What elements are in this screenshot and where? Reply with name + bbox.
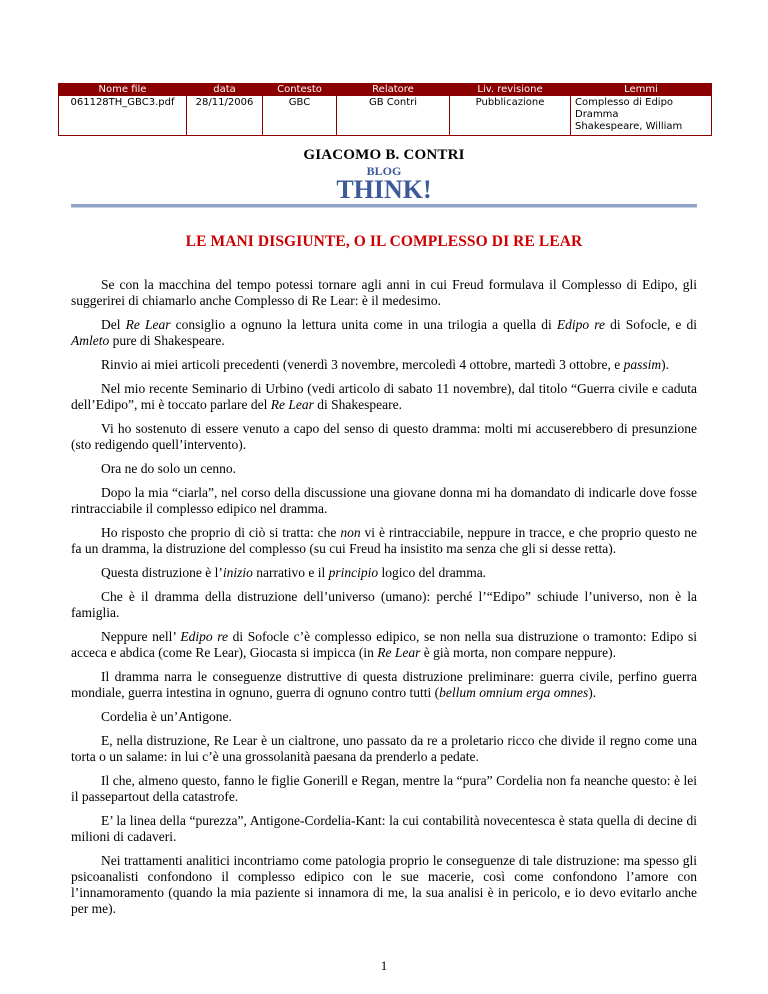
value-speaker: GB Contri	[337, 96, 450, 136]
page-number: 1	[380, 958, 388, 973]
article-paragraph: Ora ne do solo un cenno.	[101, 461, 236, 476]
article-paragraph: Il dramma narra le conseguenze distruttive di questa distruzione preliminare: guerra civile, perfino guerra mondiale, guerra intestina in ognuno, guerra di ognuno contro tutti (bellum omnium erga omnes).	[71, 669, 697, 700]
metadata-table	[58, 83, 712, 136]
article-title: LE MANI DISGIUNTE, O IL COMPLESSO DI RE LEAR	[185, 233, 583, 250]
article-paragraph: Del Re Lear consiglio a ognuno la lettura unita come in una trilogia a quella di Edipo re di Sofocle, e di Amleto pure di Shakespeare.	[71, 317, 698, 348]
article-paragraph: Nel mio recente Seminario di Urbino (vedi articolo di sabato 11 novembre), dal titolo “Guerra civile e caduta dell’Edipo”, mi è toccato parlare del Re Lear di Shakespeare.	[71, 381, 697, 412]
article-paragraph: Il che, almeno questo, fanno le figlie Gonerill e Regan, mentre la “pura” Cordelia non fa neanche questo: è lei il passepartout della catastrofe.	[71, 773, 697, 804]
value-lemmi	[571, 96, 712, 136]
article-paragraph: Ho risposto che proprio di ciò si tratta: che non vi è rintracciabile, neppure in tracce, e che proprio questo ne fa un dramma, la distruzione del complesso (su cui Freud ha insistito ma senza che gli si desse retta).	[71, 525, 697, 556]
author-name: GIACOMO B. CONTRI	[303, 147, 465, 163]
article-paragraph: Questa distruzione è l’inizio narrativo e il principio logico del dramma.	[101, 565, 487, 580]
header-relatore: Relatore	[337, 83, 450, 96]
metadata-value-row	[59, 96, 712, 136]
lemma-item: Shakespeare, William	[575, 121, 683, 132]
article-paragraph: Cordelia è un’Antigone.	[101, 709, 232, 724]
header-divider	[71, 204, 697, 208]
header-data: data	[187, 83, 263, 96]
value-context: GBC	[263, 96, 337, 136]
lemma-item: Complesso di Edipo	[575, 97, 674, 108]
value-revision: Pubblicazione	[450, 96, 571, 136]
header-lemmi: Lemmi	[571, 83, 712, 96]
blog-name: THINK!	[336, 175, 432, 204]
header-nome-file: Nome file	[59, 83, 187, 96]
lemma-item: Dramma	[575, 109, 619, 120]
metadata-header-row	[59, 83, 712, 96]
article-paragraph: E, nella distruzione, Re Lear è un cialtrone, uno passato da re a proletario ricco che divide il regno come una torta o un salame: in lui c’è una grossolanità paesana da prenderlo a pedate.	[71, 733, 697, 764]
article-paragraph: Che è il dramma della distruzione dell’universo (umano): perché l’“Edipo” schiude l’universo, non è la famiglia.	[71, 589, 697, 620]
value-file: 061128TH_GBC3.pdf	[59, 96, 187, 136]
article-paragraph: Vi ho sostenuto di essere venuto a capo del senso di questo dramma: molti mi accuserebbero di presunzione (sto redigendo quell’intervento).	[71, 421, 697, 452]
value-date: 28/11/2006	[187, 96, 263, 136]
article-body	[71, 277, 697, 925]
article-paragraph: Neppure nell’ Edipo re di Sofocle c’è complesso edipico, se non nella sua distruzione o tramonto: Edipo si acceca e abdica (come Re Lear), Giocasta si impicca (in Re Lear è già morta, non compare neppure).	[71, 629, 697, 660]
article-paragraph: E’ la linea della “purezza”, Antigone-Cordelia-Kant: la cui contabilità novecentesca è stata quella di decine di milioni di cadaveri.	[71, 813, 697, 844]
blog-label: BLOG	[366, 164, 402, 178]
article-paragraph: Se con la macchina del tempo potessi tornare agli anni in cui Freud formulava il Complesso di Edipo, gli suggerirei di chiamarlo anche Complesso di Re Lear: è il medesimo.	[71, 277, 697, 308]
header-liv-revisione: Liv. revisione	[450, 83, 571, 96]
article-paragraph: Dopo la mia “ciarla”, nel corso della discussione una giovane donna mi ha domandato di indicarle dove fosse rintracciabile il complesso edipico nel dramma.	[71, 485, 697, 516]
header-contesto: Contesto	[263, 83, 337, 96]
article-paragraph: Nei trattamenti analitici incontriamo come patologia proprio le conseguenze di tale distruzione: ma spesso gli psicoanalisti confondono il complesso edipico con le sue macerie, così come confondono l’amore con l’innamoramento (quando la mia paziente si innamora di me, la sua analisi è in pericolo, e io devo evitarlo anche per me).	[71, 853, 697, 916]
article-paragraph: Rinvio ai miei articoli precedenti (venerdì 3 novembre, mercoledì 4 ottobre, martedì 3 ottobre, e passim).	[101, 357, 669, 372]
